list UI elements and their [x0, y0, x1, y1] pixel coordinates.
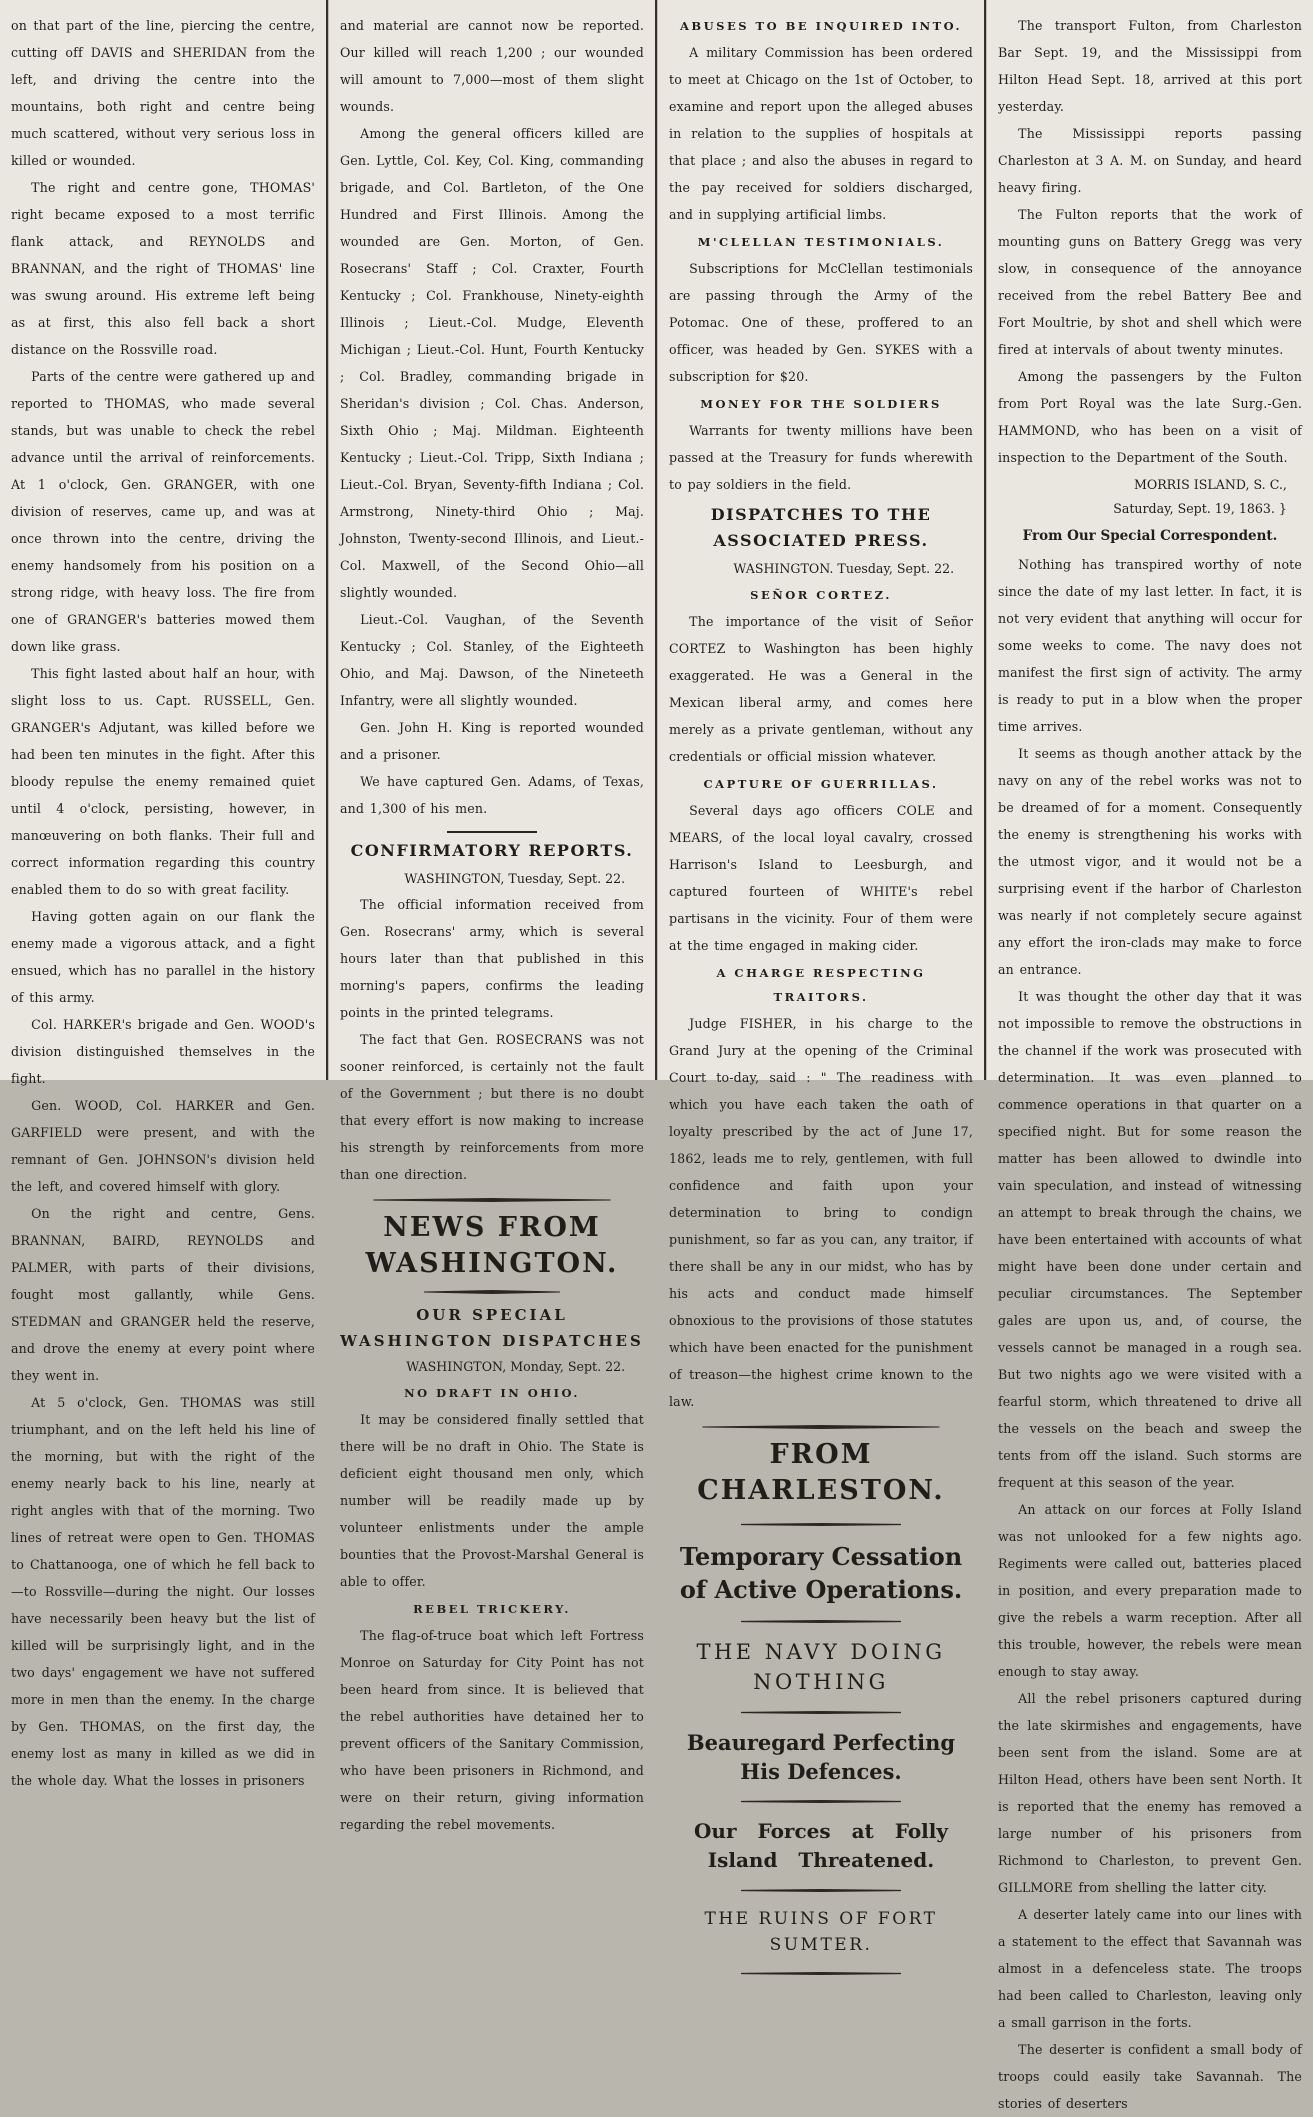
- sub-heading: SEÑOR CORTEZ.: [750, 588, 892, 602]
- sub-heading: ABUSES TO BE INQUIRED INTO.: [679, 19, 963, 33]
- section-heading: OUR SPECIAL WASHINGTON DISPATCHES: [340, 1306, 644, 1350]
- article-paragraph: Among the passengers by the Fulton from Port Royal was the late Surg.-Gen. HAMMOND, who has been on a visit of inspection to the Department of the South.: [998, 369, 1302, 465]
- dateline: WASHINGTON, Tuesday, Sept. 22.: [404, 871, 626, 886]
- dateline: MORRIS ISLAND, S. C., Saturday, Sept. 19, 1863. }: [1113, 477, 1287, 516]
- dateline: WASHINGTON. Tuesday, Sept. 22.: [733, 561, 955, 576]
- article-paragraph: Subscriptions for McClellan testimonials are passing through the Army of the Potomac. One of these, proffered to an officer, was headed by Gen. SYKES with a subscription for $20.: [669, 261, 973, 384]
- article-subheadline: THE RUINS OF FORT SUMTER.: [704, 1909, 938, 1955]
- article-paragraph: Lieut.-Col. Vaughan, of the Seventh Kentucky ; Col. Stanley, of the Eighteeth Ohio, and Maj. Dawson, of the Nineteeth Infantry, were all slightly wounded.: [340, 612, 644, 708]
- article-paragraph: Nothing has transpired worthy of note since the date of my last letter. In fact, it is not very evident that anything will occur for some weeks to come. The navy does not manifest the first sign of activity. The army is ready to put in a blow when the proper time arrives.: [998, 557, 1302, 734]
- decorative-rule: [741, 1620, 901, 1623]
- article-paragraph: The deserter is confident a small body of troops could easily take Savannah. The stories of deserters: [998, 2042, 1302, 2111]
- sub-heading: A CHARGE RESPECTING TRAITORS.: [716, 966, 926, 1004]
- section-heading: CONFIRMATORY REPORTS.: [350, 841, 634, 860]
- decorative-rule: [702, 1425, 939, 1429]
- sub-heading: CAPTURE OF GUERRILLAS.: [703, 777, 939, 791]
- decorative-rule: [424, 1290, 561, 1294]
- sub-heading: NO DRAFT IN OHIO.: [404, 1386, 580, 1400]
- news-column-2: [329, 0, 655, 1832]
- article-subheadline: Temporary Cessation of Active Operations.: [679, 1542, 963, 1604]
- sub-heading: REBEL TRICKERY.: [413, 1602, 571, 1616]
- article-subheadline: THE NAVY DOING NOTHING: [696, 1640, 946, 1694]
- article-paragraph: Col. HARKER's brigade and Gen. WOOD's division distinguished themselves in the fight.: [11, 1017, 315, 1086]
- article-paragraph: The Fulton reports that the work of mounting guns on Battery Gregg was very slow, in consequence of the annoyance received from the rebel Battery Bee and Fort Moultrie, by shot and shell which were fired at intervals of about twenty minutes.: [998, 207, 1302, 357]
- article-paragraph: Judge FISHER, in his charge to the Grand Jury at the opening of the Criminal Court to-day, said : " The readiness with which you have each taken the oath of loyalty prescribed by the act of June 17, 1862, leads me to rely, gentlemen, with full confidence and faith upon your determination to bring to condign punishment, so far as you can, any traitor, if there shall be any in our midst, who has by his acts and conduct made himself obnoxious to the provisions of those statutes which have been enacted for the punishment of treason—the highest crime known to the law.: [669, 1016, 973, 1409]
- article-paragraph: Parts of the centre were gathered up and reported to THOMAS, who made several stands, but was unable to check the rebel advance until the arrival of reinforcements. At 1 o'clock, Gen. GRANGER, with one division of reserves, came up, and was at once thrown into the centre, driving the enemy handsomely from his position on a strong ridge, with heavy loss. The fire from one of GRANGER's batteries mowed them down like grass.: [11, 369, 315, 654]
- article-paragraph: Having gotten again on our flank the enemy made a vigorous attack, and a fight ensued, which has no parallel in the history of this army.: [11, 909, 315, 1005]
- article-paragraph: Gen. John H. King is reported wounded and a prisoner.: [340, 720, 644, 762]
- sub-heading: MONEY FOR THE SOLDIERS: [700, 397, 942, 411]
- sub-heading: M'CLELLAN TESTIMONIALS.: [697, 235, 945, 249]
- article-subheadline: Our Forces at Folly Island Threatened.: [694, 1819, 948, 1872]
- article-headline: FROM CHARLESTON.: [697, 1439, 945, 1506]
- article-paragraph: All the rebel prisoners captured during the late skirmishes and engagements, have been sent from the island. Some are at Hilton Head, others have been sent North. It is reported that the enemy has removed a large number of his prisoners from Richmond to Charleston, to prevent Gen. GILLMORE from shelling the latter city.: [998, 1691, 1302, 1895]
- article-paragraph: It was thought the other day that it was not impossible to remove the obstructions in the channel if the work was prosecuted with determination. It was even planned to commence operations in that quarter on a specified night. But for some reason the matter has been allowed to dwindle into vain speculation, and instead of witnessing an attempt to break through the chains, we have been entertained with accounts of what might have been done under certain and peculiar circumstances. The September gales are upon us, and, of course, the vessels cannot be managed in a rough sea. But two nights ago we were visited with a fearful storm, which threatened to drive all the vessels on the beach and sweep the tents from off the island. Such storms are frequent at this season of the year.: [998, 989, 1302, 1490]
- article-paragraph: A deserter lately came into our lines with a statement to the effect that Savannah was almost in a defenceless state. The troops had been called to Charleston, leaving only a small garrison in the forts.: [998, 1907, 1302, 2030]
- section-rule: [447, 831, 537, 833]
- news-column-4: [987, 0, 1313, 2111]
- article-paragraph: The official information received from Gen. Rosecrans' army, which is several hours later than that published in this morning's papers, confirms the leading points in the printed telegrams.: [340, 897, 644, 1020]
- article-paragraph: on that part of the line, piercing the centre, cutting off DAVIS and SHERIDAN from the left, and driving the centre into the mountains, both right and centre being much scattered, without very serious loss in killed or wounded.: [11, 18, 315, 168]
- article-paragraph: The importance of the visit of Señor CORTEZ to Washington has been highly exaggerated. He was a General in the Mexican liberal army, and comes here merely as a private gentleman, without any credentials or official mission whatever.: [669, 614, 973, 764]
- article-paragraph: On the right and centre, Gens. BRANNAN, BAIRD, REYNOLDS and PALMER, with parts of their divisions, fought most gallantly, while Gens. STEDMAN and GRANGER held the reserve, and drove the enemy at every point where they went in.: [11, 1206, 315, 1383]
- decorative-rule: [741, 1972, 901, 1975]
- news-column-1: [0, 0, 326, 1788]
- decorative-rule: [741, 1523, 901, 1526]
- article-headline: NEWS FROM WASHINGTON.: [365, 1212, 619, 1279]
- article-paragraph: It may be considered finally settled that there will be no draft in Ohio. The State is deficient eight thousand men only, which number will be readily made up by volunteer enlistments under the ample bounties that the Provost-Marshal General is able to offer.: [340, 1412, 644, 1589]
- article-paragraph: The right and centre gone, THOMAS' right became exposed to a most terrific flank attack, and REYNOLDS and BRANNAN, and the right of THOMAS' line was swung around. His extreme left being as at first, this also fell back a short distance on the Rossville road.: [11, 180, 315, 357]
- decorative-rule: [741, 1800, 901, 1803]
- article-subheadline: Beauregard Perfecting His Defences.: [686, 1730, 956, 1784]
- article-paragraph: The flag-of-truce boat which left Fortress Monroe on Saturday for City Point has not been heard from since. It is believed that the rebel authorities have detained her to prevent officers of the Sanitary Commission, who have been prisoners in Richmond, and were on their return, giving information regarding the rebel movements.: [340, 1628, 644, 1832]
- article-paragraph: Among the general officers killed are Gen. Lyttle, Col. Key, Col. King, commanding brigade, and Col. Bartleton, of the One Hundred and First Illinois. Among the wounded are Gen. Morton, of Gen. Rosecrans' Staff ; Col. Craxter, Fourth Kentucky ; Col. Frankhouse, Ninety-eighth Illinois ; Lieut.-Col. Mudge, Eleventh Michigan ; Lieut.-Col. Hunt, Fourth Kentucky ; Col. Bradley, commanding brigade in Sheridan's division ; Col. Chas. Anderson, Sixth Ohio ; Maj. Mildman. Eighteenth Kentucky ; Lieut.-Col. Tripp, Sixth Indiana ; Lieut.-Col. Bryan, Seventy-fifth Indiana ; Col. Armstrong, Ninety-third Ohio ; Maj. Johnston, Twenty-second Illinois, and Lieut.-Col. Maxwell, of the Second Ohio—all slightly wounded.: [340, 126, 644, 600]
- article-paragraph: and material are cannot now be reported. Our killed will reach 1,200 ; our wounded will amount to 7,000—most of them slight wounds.: [340, 18, 644, 114]
- section-heading: DISPATCHES TO THE ASSOCIATED PRESS.: [710, 505, 932, 550]
- article-paragraph: This fight lasted about half an hour, with slight loss to us. Capt. RUSSELL, Gen. GRANGER's Adjutant, was killed before we had been ten minutes in the fight. After this bloody repulse the enemy remained quiet until 4 o'clock, persisting, however, in manœuvering on both flanks. Their full and correct information regarding this country enabled them to do so with great facility.: [11, 666, 315, 897]
- article-paragraph: Gen. WOOD, Col. HARKER and Gen. GARFIELD were present, and with the remnant of Gen. JOHNSON's division held the left, and covered himself with glory.: [11, 1098, 315, 1194]
- article-paragraph: At 5 o'clock, Gen. THOMAS was still triumphant, and on the left held his line of the morning, but with the right of the enemy nearly back to his line, nearly at right angles with that of the morning. Two lines of retreat were open to Gen. THOMAS to Chattanooga, one of which he fell back to—to Rossville—during the night. Our losses have necessarily been heavy but the list of killed will be surprisingly light, and in the two days' engagement we have not suffered more in men than the enemy. In the charge by Gen. THOMAS, on the first day, the enemy lost as many in killed as we did in the whole day. What the losses in prisoners: [11, 1395, 315, 1788]
- article-paragraph: The fact that Gen. ROSECRANS was not sooner reinforced, is certainly not the fault of the Government ; but there is no doubt that every effort is now making to increase his strength by reinforcements from more than one direction.: [340, 1032, 644, 1182]
- decorative-rule: [373, 1198, 610, 1202]
- article-paragraph: Several days ago officers COLE and MEARS, of the local loyal cavalry, crossed Harrison's Island to Leesburgh, and captured fourteen of WHITE's rebel partisans in the vicinity. Four of them were at the time engaged in making cider.: [669, 803, 973, 953]
- dateline: WASHINGTON, Monday, Sept. 22.: [406, 1359, 626, 1374]
- byline: From Our Special Correspondent.: [1022, 528, 1278, 544]
- article-paragraph: The transport Fulton, from Charleston Bar Sept. 19, and the Mississippi from Hilton Head Sept. 18, arrived at this port yesterday.: [998, 18, 1302, 114]
- article-paragraph: An attack on our forces at Folly Island was not unlooked for a few nights ago. Regiments were called out, batteries placed in position, and every preparation made to give the rebels a warm reception. After all this trouble, however, the rebels were mean enough to stay away.: [998, 1502, 1302, 1679]
- article-paragraph: We have captured Gen. Adams, of Texas, and 1,300 of his men.: [340, 774, 644, 816]
- article-paragraph: The Mississippi reports passing Charleston at 3 A. M. on Sunday, and heard heavy firing.: [998, 126, 1302, 195]
- decorative-rule: [741, 1889, 901, 1892]
- news-column-3: [658, 0, 984, 1955]
- article-paragraph: A military Commission has been ordered to meet at Chicago on the 1st of October, to examine and report upon the alleged abuses in relation to the supplies of hospitals at that place ; and also the abuses in regard to the pay received for soldiers discharged, and in supplying artificial limbs.: [669, 45, 973, 222]
- decorative-rule: [741, 1711, 901, 1714]
- article-paragraph: It seems as though another attack by the navy on any of the rebel works was not to be dreamed of for a moment. Consequently the enemy is strengthening his works with the utmost vigor, and it would not be a surprising event if the harbor of Charleston was nearly if not completely secure against any effort the iron-clads may make to force an entrance.: [998, 746, 1302, 977]
- article-paragraph: Warrants for twenty millions have been passed at the Treasury for funds wherewith to pay soldiers in the field.: [669, 423, 973, 492]
